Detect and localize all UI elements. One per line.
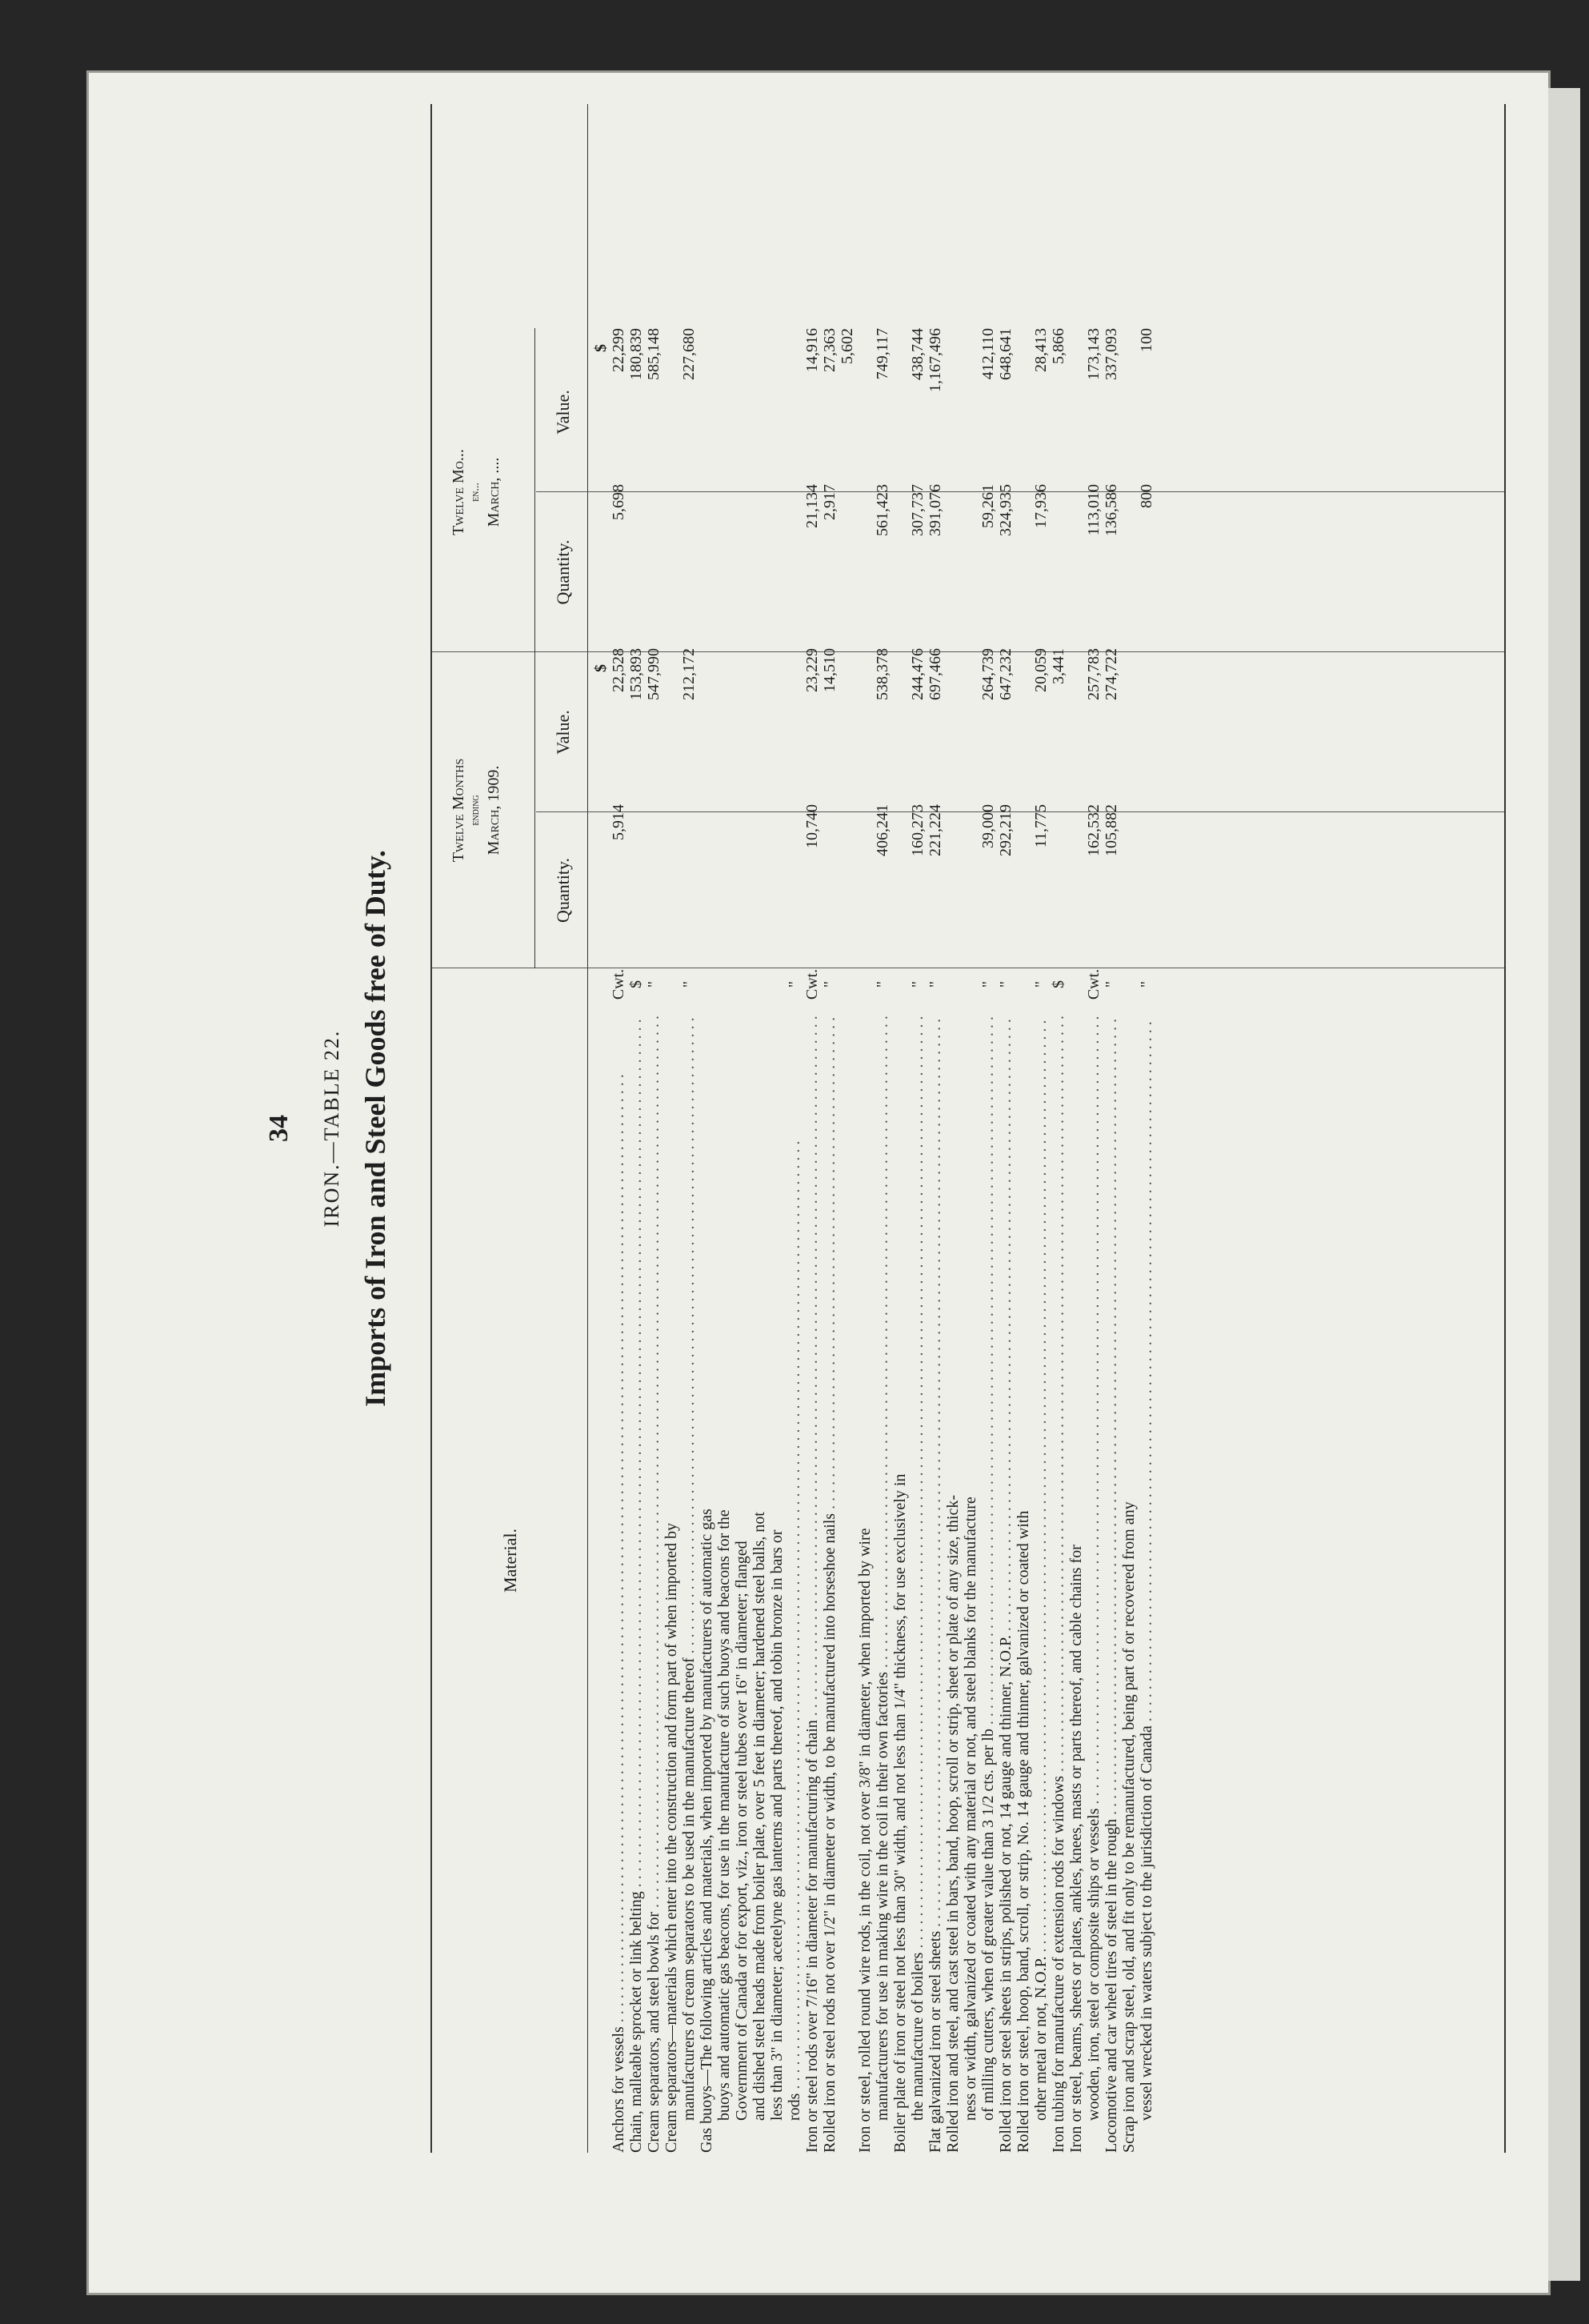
value-1910-cell: 412,110: [979, 328, 997, 380]
table-row: [1050, 104, 1067, 2153]
value-1909-cell: 14,510: [821, 648, 839, 692]
value-1910-cell: 14,916: [803, 328, 821, 372]
material-text: Iron or steel, rolled round wire rods, in the coil, not over 3/8" in diameter, when imported by wire: [856, 1528, 874, 2153]
quantity-1910-cell: 561,423: [874, 484, 891, 536]
material-text: Locomotive and car wheel tires of steel in the rough . . .: [1103, 1016, 1120, 2153]
unit-cell: Cwt.: [803, 968, 821, 1000]
group-header-line: Twelve Months: [450, 758, 467, 863]
group-rule: [534, 328, 535, 968]
material-text: Rolled iron and steel, and cast steel in bars, band, hoop, scroll or strip, sheet or plate of any size, thick-: [944, 1494, 962, 2153]
table-row: [698, 104, 803, 2153]
table-row: [627, 104, 645, 2153]
group-header-1909: [450, 652, 502, 968]
value-1909-cell: 212,172: [680, 648, 698, 700]
value-header: Value.: [553, 390, 573, 435]
unit-cell: ": [909, 980, 927, 988]
material-text: manufacturers for use in making wire in the coil in their own factories . . .: [874, 1016, 891, 2153]
group-header-line: March, 1909.: [485, 765, 502, 855]
material-text: Government of Canada or for export, viz., iron or steel tubes over 16" in diameter; flanged: [733, 1541, 750, 2121]
quantity-1909-cell: 11,775: [1032, 804, 1050, 848]
table-row: [997, 104, 1015, 2153]
table-row: [610, 104, 627, 2153]
table-row: [856, 104, 891, 2153]
value-1909-cell: 23,229: [803, 648, 821, 692]
page-number: 34: [264, 1115, 294, 1142]
value-1909-cell: 538,378: [874, 648, 891, 700]
table-row: [1120, 104, 1155, 2153]
unit-cell: ": [786, 980, 803, 988]
value-1910-cell: 5,866: [1050, 328, 1067, 364]
quantity-1910-cell: 307,737: [909, 484, 927, 536]
material-text: Iron or steel rods over 7/16" in diameter for manufacturing of chain . . .: [803, 1016, 821, 2153]
quantity-1909-cell: 221,224: [927, 804, 944, 856]
table-row: [891, 104, 927, 2153]
value-1909-cell: 647,232: [997, 648, 1015, 700]
quantity-1909-cell: 5,914: [610, 804, 627, 840]
dollar-sign: $: [592, 344, 610, 352]
material-text: Chain, malleable sprocket or link belting . . .: [627, 1016, 645, 2153]
quantity-1909-cell: 160,273: [909, 804, 927, 856]
group-header-line: Twelve Mo...: [450, 449, 467, 535]
group-header-line: en...: [470, 483, 482, 502]
quantity-header: Quantity.: [553, 539, 573, 605]
table-bottom-rule: [1504, 104, 1506, 2153]
quantity-1910-cell: 800: [1138, 484, 1155, 508]
quantity-1910-cell: 2,917: [821, 484, 839, 520]
rotated-table-content: [264, 88, 1512, 2169]
unit-cell: Cwt.: [1085, 968, 1103, 1000]
value-header: Value.: [553, 710, 573, 755]
value-1910-cell: 180,839: [627, 328, 645, 380]
material-text: the manufacture of boilers . . .: [909, 1016, 927, 2153]
group-header-1910: [450, 332, 502, 652]
quantity-1910-cell: 5,698: [610, 484, 627, 520]
table-title: Imports of Iron and Steel Goods free of Duty.: [359, 850, 391, 1407]
material-text: Cream separators—materials which enter into the construction and form part of when imported by: [662, 1523, 680, 2153]
table-row: [662, 104, 698, 2153]
quantity-1909-cell: 162,532: [1085, 804, 1103, 856]
value-1909-cell: 274,722: [1103, 648, 1120, 700]
value-1910-cell: 22,299: [610, 328, 627, 372]
value-1910-cell: 648,641: [997, 328, 1015, 380]
header-top-rule: [430, 104, 432, 2153]
unit-cell: Cwt.: [610, 968, 627, 1000]
material-text: Scrap iron and scrap steel, old, and fit only to be remanufactured, being part of or recovered from any: [1120, 1501, 1138, 2153]
unit-cell: $: [1050, 980, 1067, 988]
material-text: rods . . .: [786, 1016, 803, 2153]
table-row: [944, 104, 997, 2153]
table-row: [927, 104, 944, 2153]
unit-cell: ": [1103, 980, 1120, 988]
unit-cell: ": [1138, 980, 1155, 988]
quantity-1909-cell: 105,882: [1103, 804, 1120, 856]
value-1910-cell: 5,602: [839, 328, 856, 364]
value-1909-cell: 547,990: [645, 648, 662, 700]
dollar-sign: $: [592, 664, 610, 672]
material-text: other metal or not, N.O.P. . . .: [1032, 1016, 1050, 2153]
quantity-1909-cell: 292,219: [997, 804, 1015, 856]
quantity-1909-cell: 10,740: [803, 804, 821, 848]
quantity-1909-cell: 39,000: [979, 804, 997, 848]
material-text: vessel wrecked in waters subject to the jurisdiction of Canada . . .: [1138, 1016, 1155, 2153]
quantity-1910-cell: 324,935: [997, 484, 1015, 536]
material-text: Anchors for vessels . . .: [610, 1016, 627, 2153]
value-1910-cell: 585,148: [645, 328, 662, 380]
value-1909-cell: 257,783: [1085, 648, 1103, 700]
quantity-1910-cell: 113,010: [1085, 484, 1103, 536]
table-row: [1015, 104, 1050, 2153]
unit-cell: ": [645, 980, 662, 988]
value-1909-cell: 153,893: [627, 648, 645, 700]
value-1909-cell: 244,476: [909, 648, 927, 700]
material-text: Gas buoys—The following articles and materials, when imported by manufacturers of automatic gas: [698, 1509, 715, 2153]
material-text: Boiler plate of iron or steel not less than 30" width, and not less than 1/4" thickness, for use exclusively in: [891, 1473, 909, 2153]
material-text: wooden, iron, steel or composite ships or vessels . . .: [1085, 1016, 1103, 2153]
material-text: manufacturers of cream separators to be used in the manufacture thereof . . .: [680, 1016, 698, 2153]
quantity-1910-cell: 21,134: [803, 484, 821, 528]
material-text: ness or width, galvanized or coated with any material or not, and steel blanks for the manufacture: [962, 1497, 979, 2121]
table-row: [645, 104, 662, 2153]
value-1910-cell: 749,117: [874, 328, 891, 380]
material-text: of milling cutters, when of greater value than 3 1/2 cts. per lb . . .: [979, 1016, 997, 2153]
material-text: Cream separators, and steel bowls for . . .: [645, 1016, 662, 2153]
value-1909-cell: 264,739: [979, 648, 997, 700]
value-1909-cell: 3,441: [1050, 648, 1067, 684]
table-row: [839, 104, 856, 2153]
material-text: Rolled iron or steel sheets in strips, polished or not, 14 gauge and thinner, N.O.P. . . .: [997, 1016, 1015, 2153]
unit-cell: ": [1032, 980, 1050, 988]
table-label: IRON.—TABLE 22.: [320, 1029, 343, 1228]
material-text: less than 3" in diameter; acetelyne gas lanterns and parts thereof, and tobin bronze in bars or: [768, 1529, 786, 2121]
value-1910-cell: 28,413: [1032, 328, 1050, 372]
unit-cell: ": [874, 980, 891, 988]
next-page-edge: [1548, 88, 1580, 2281]
unit-cell: ": [821, 980, 839, 988]
material-text: and dished steel heads made from boiler plate, over 5 feet in diameter; hardened steel balls, not: [750, 1512, 768, 2121]
value-1909-cell: 697,466: [927, 648, 944, 700]
quantity-header: Quantity.: [553, 857, 573, 924]
value-1910-cell: 173,143: [1085, 328, 1103, 380]
quantity-1910-cell: 136,586: [1103, 484, 1120, 536]
quantity-1910-cell: 59,261: [979, 484, 997, 528]
table-row: [1067, 104, 1103, 2153]
unit-cell: ": [927, 980, 944, 988]
material-text: Iron tubing for manufacture of extension rods for windows . . .: [1050, 1016, 1067, 2153]
unit-cell: ": [997, 980, 1015, 988]
material-text: Rolled iron or steel rods not over 1/2" in diameter or width, to be manufactured into horseshoe nails . . .: [821, 1016, 839, 2153]
value-1910-cell: 438,744: [909, 328, 927, 380]
value-1910-cell: 337,093: [1103, 328, 1120, 380]
header-bottom-rule: [587, 104, 588, 2153]
material-text: Rolled iron or steel, hoop, band, scroll, or strip, No. 14 gauge and thinner, galvanized or coated with: [1015, 1510, 1032, 2153]
quantity-1910-cell: 17,936: [1032, 484, 1050, 528]
value-1909-cell: 22,528: [610, 648, 627, 692]
value-1910-cell: 27,363: [821, 328, 839, 372]
table-row: [821, 104, 839, 2153]
table-row: [1103, 104, 1120, 2153]
value-1910-cell: 227,680: [680, 328, 698, 380]
quantity-1910-cell: 391,076: [927, 484, 944, 536]
unit-cell: $: [627, 980, 645, 988]
material-text: Iron or steel, beams, sheets or plates, ankles, knees, masts or parts thereof, and cable chains for: [1067, 1545, 1085, 2153]
material-text: Flat galvanized iron or steel sheets . . .: [927, 1016, 944, 2153]
group-header-line: ending: [470, 795, 482, 826]
value-1910-cell: 1,167,496: [927, 328, 944, 392]
value-1910-cell: 100: [1138, 328, 1155, 352]
value-1909-cell: 20,059: [1032, 648, 1050, 692]
table-row: [803, 104, 821, 2153]
material-text: buoys and automatic gas beacons, for use in the manufacture of such buoys and beacons for the: [715, 1509, 733, 2121]
table-body: [610, 104, 1155, 2153]
material-header: Material.: [500, 1528, 520, 1593]
group-header-line: March, ....: [485, 457, 502, 527]
quantity-1909-cell: 406,241: [874, 804, 891, 856]
unit-cell: ": [680, 980, 698, 988]
unit-cell: ": [979, 980, 997, 988]
spacer-line: [839, 1016, 856, 2153]
